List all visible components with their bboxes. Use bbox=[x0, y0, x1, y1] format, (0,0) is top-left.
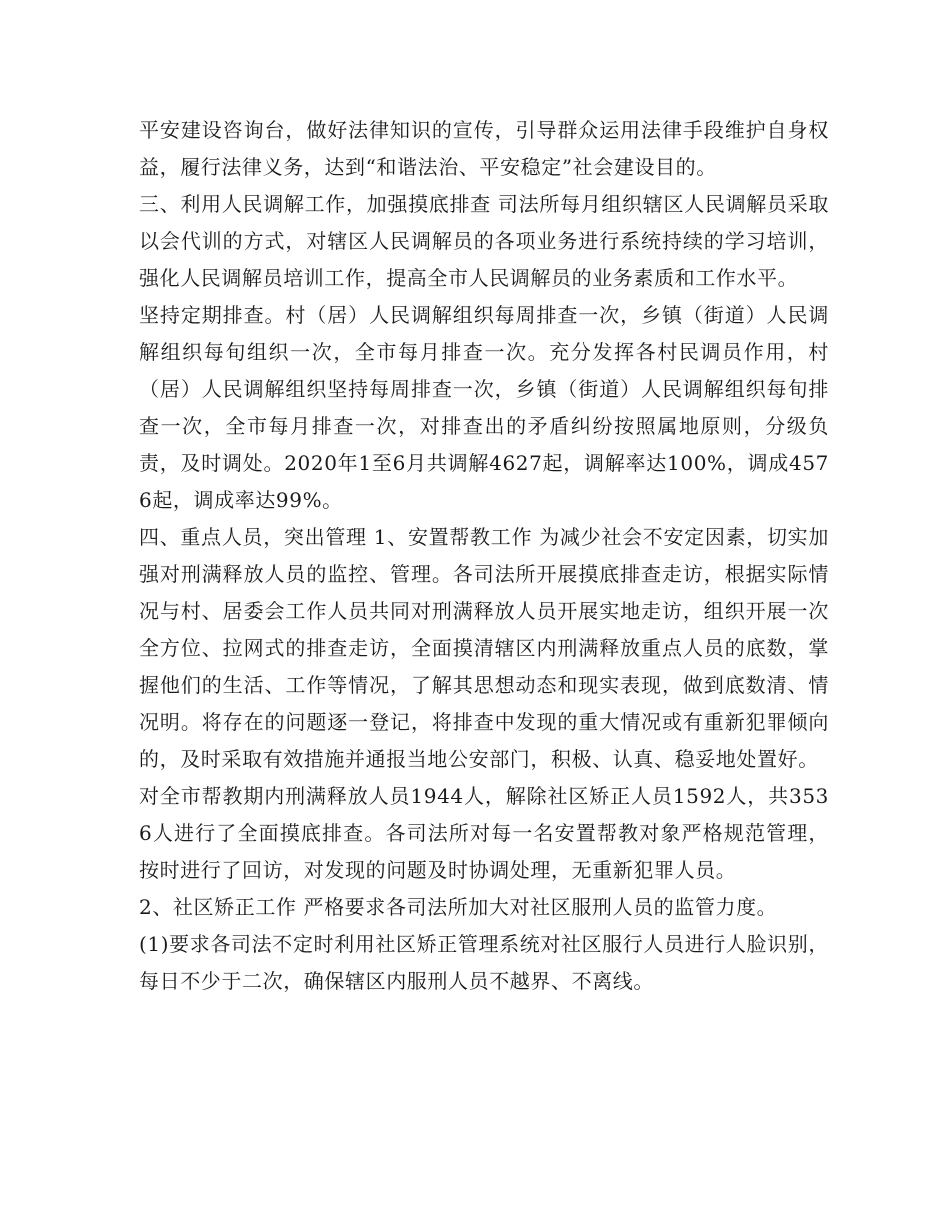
paragraph-7: (1)要求各司法不定时利用社区矫正管理系统对社区服行人员进行人脸识别，每日不少于二次，确保辖区内服刑人员不越界、不离线。 bbox=[139, 932, 829, 993]
paragraph-6: 2、社区矫正工作 严格要求各司法所加大对社区服刑人员的监管力度。 bbox=[139, 895, 778, 919]
document-body bbox=[139, 112, 829, 1000]
paragraph-4: 四、重点人员，突出管理 1、安置帮教工作 为减少社会不安定因素，切实加强对刑满释放人员的监控、管理。各司法所开展摸底排查走访，根据实际情况与村、居委会工作人员共同对刑满释放人员开展实地走访，组织开展一次全方位、拉网式的排查走访，全面摸清辖区内刑满释放重点人员的底数，掌握他们的生活、工作等情况，了解其思想动态和现实表现，做到底数清、情况明。将存在的问题逐一登记，将排查中发现的重大情况或有重新犯罪倾向的，及时采取有效措施并通报当地公安部门，积极、认真、稳妥地处置好。 bbox=[139, 525, 829, 771]
paragraph-5: 对全市帮教期内刑满释放人员1944人，解除社区矫正人员1592人，共3536人进行了全面摸底排查。各司法所对每一名安置帮教对象严格规范管理，按时进行了回访，对发现的问题及时协调处理，无重新犯罪人员。 bbox=[139, 784, 829, 882]
paragraph-3: 坚持定期排查。村（居）人民调解组织每周排查一次，乡镇（街道）人民调解组织每旬组织一次，全市每月排查一次。充分发挥各村民调员作用，村（居）人民调解组织坚持每周排查一次，乡镇（街道）人民调解组织每旬排查一次，全市每月排查一次，对排查出的矛盾纠纷按照属地原则，分级负责，及时调处。2020年1至6月共调解4627起，调解率达100%，调成4576起，调成率达99%。 bbox=[139, 303, 829, 512]
paragraph-2: 三、利用人民调解工作，加强摸底排查 司法所每月组织辖区人民调解员采取以会代训的方式，对辖区人民调解员的各项业务进行系统持续的学习培训，强化人民调解员培训工作，提高全市人民调解员的业务素质和工作水平。 bbox=[139, 192, 829, 290]
paragraph-1: 平安建设咨询台，做好法律知识的宣传，引导群众运用法律手段维护自身权益，履行法律义务，达到“和谐法治、平安稳定”社会建设目的。 bbox=[139, 118, 829, 179]
